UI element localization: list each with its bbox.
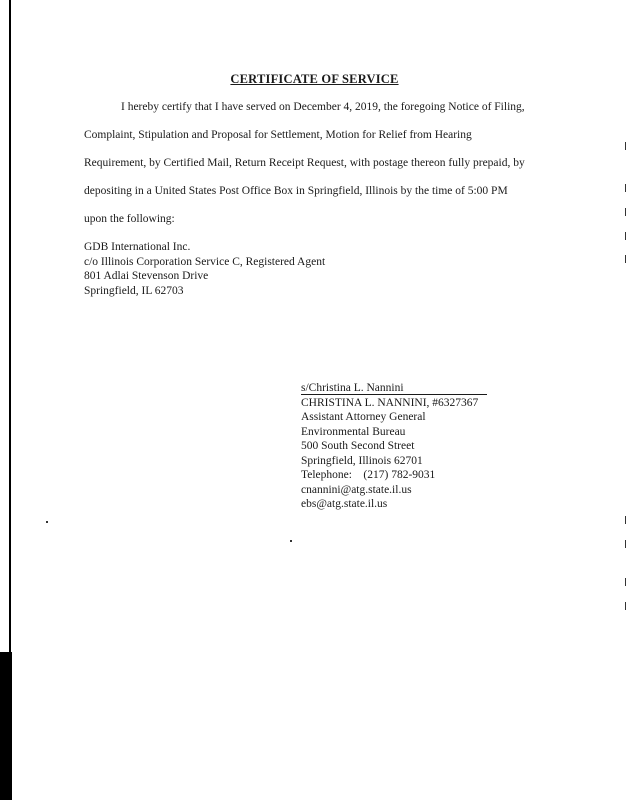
signer-city: Springfield, Illinois 62701 [301,454,423,467]
signer-email: ebs@atg.state.il.us [301,498,388,510]
scan-speck [46,521,48,523]
document-title: CERTIFICATE OF SERVICE [230,72,399,86]
scan-edge-mark [625,232,626,240]
scan-edge-mark [625,602,626,610]
scan-edge-mark [625,516,626,524]
scan-edge-mark [625,208,626,216]
scan-edge-mark [625,142,626,150]
scan-edge-mark [625,255,626,263]
paragraph-line-1: I hereby certify that I have served on December 4, 2019, the foregoing Notice of Filing, [121,101,525,113]
scan-speck [290,540,292,542]
signer-title: Assistant Attorney General [301,411,426,423]
scan-edge-mark [625,578,626,586]
signer-bureau: Environmental Bureau [301,425,406,438]
recipient-line: GDB International Inc. [84,241,191,253]
scan-edge-bar [0,652,12,800]
signature-block [301,381,487,512]
recipient-line: Springfield, IL 62703 [84,284,184,297]
signer-email: cnannini@atg.state.il.us [301,483,412,496]
recipient-line: 801 Adlai Stevenson Drive [84,270,209,282]
electronic-signature: s/Christina L. Nannini [301,382,487,395]
scan-edge-mark [625,540,626,548]
signer-telephone: Telephone: (217) 782-9031 [301,469,436,481]
signer-street: 500 South Second Street [301,440,415,452]
recipient-address [84,240,325,298]
recipient-line: c/o Illinois Corporation Service C, Registered Agent [84,255,326,268]
signer-name: CHRISTINA L. NANNINI, #6327367 [301,396,479,409]
paragraph-line-4: depositing in a United States Post Office Box in Springfield, Illinois by the time of 5:00 PM [84,185,508,197]
paragraph-line-2: Complaint, Stipulation and Proposal for Settlement, Motion for Relief from Hearing [84,129,472,141]
scan-edge-mark [625,184,626,192]
paragraph-line-3: Requirement, by Certified Mail, Return Receipt Request, with postage thereon fully prepaid, by [84,157,525,169]
paragraph-line-5: upon the following: [84,213,175,225]
